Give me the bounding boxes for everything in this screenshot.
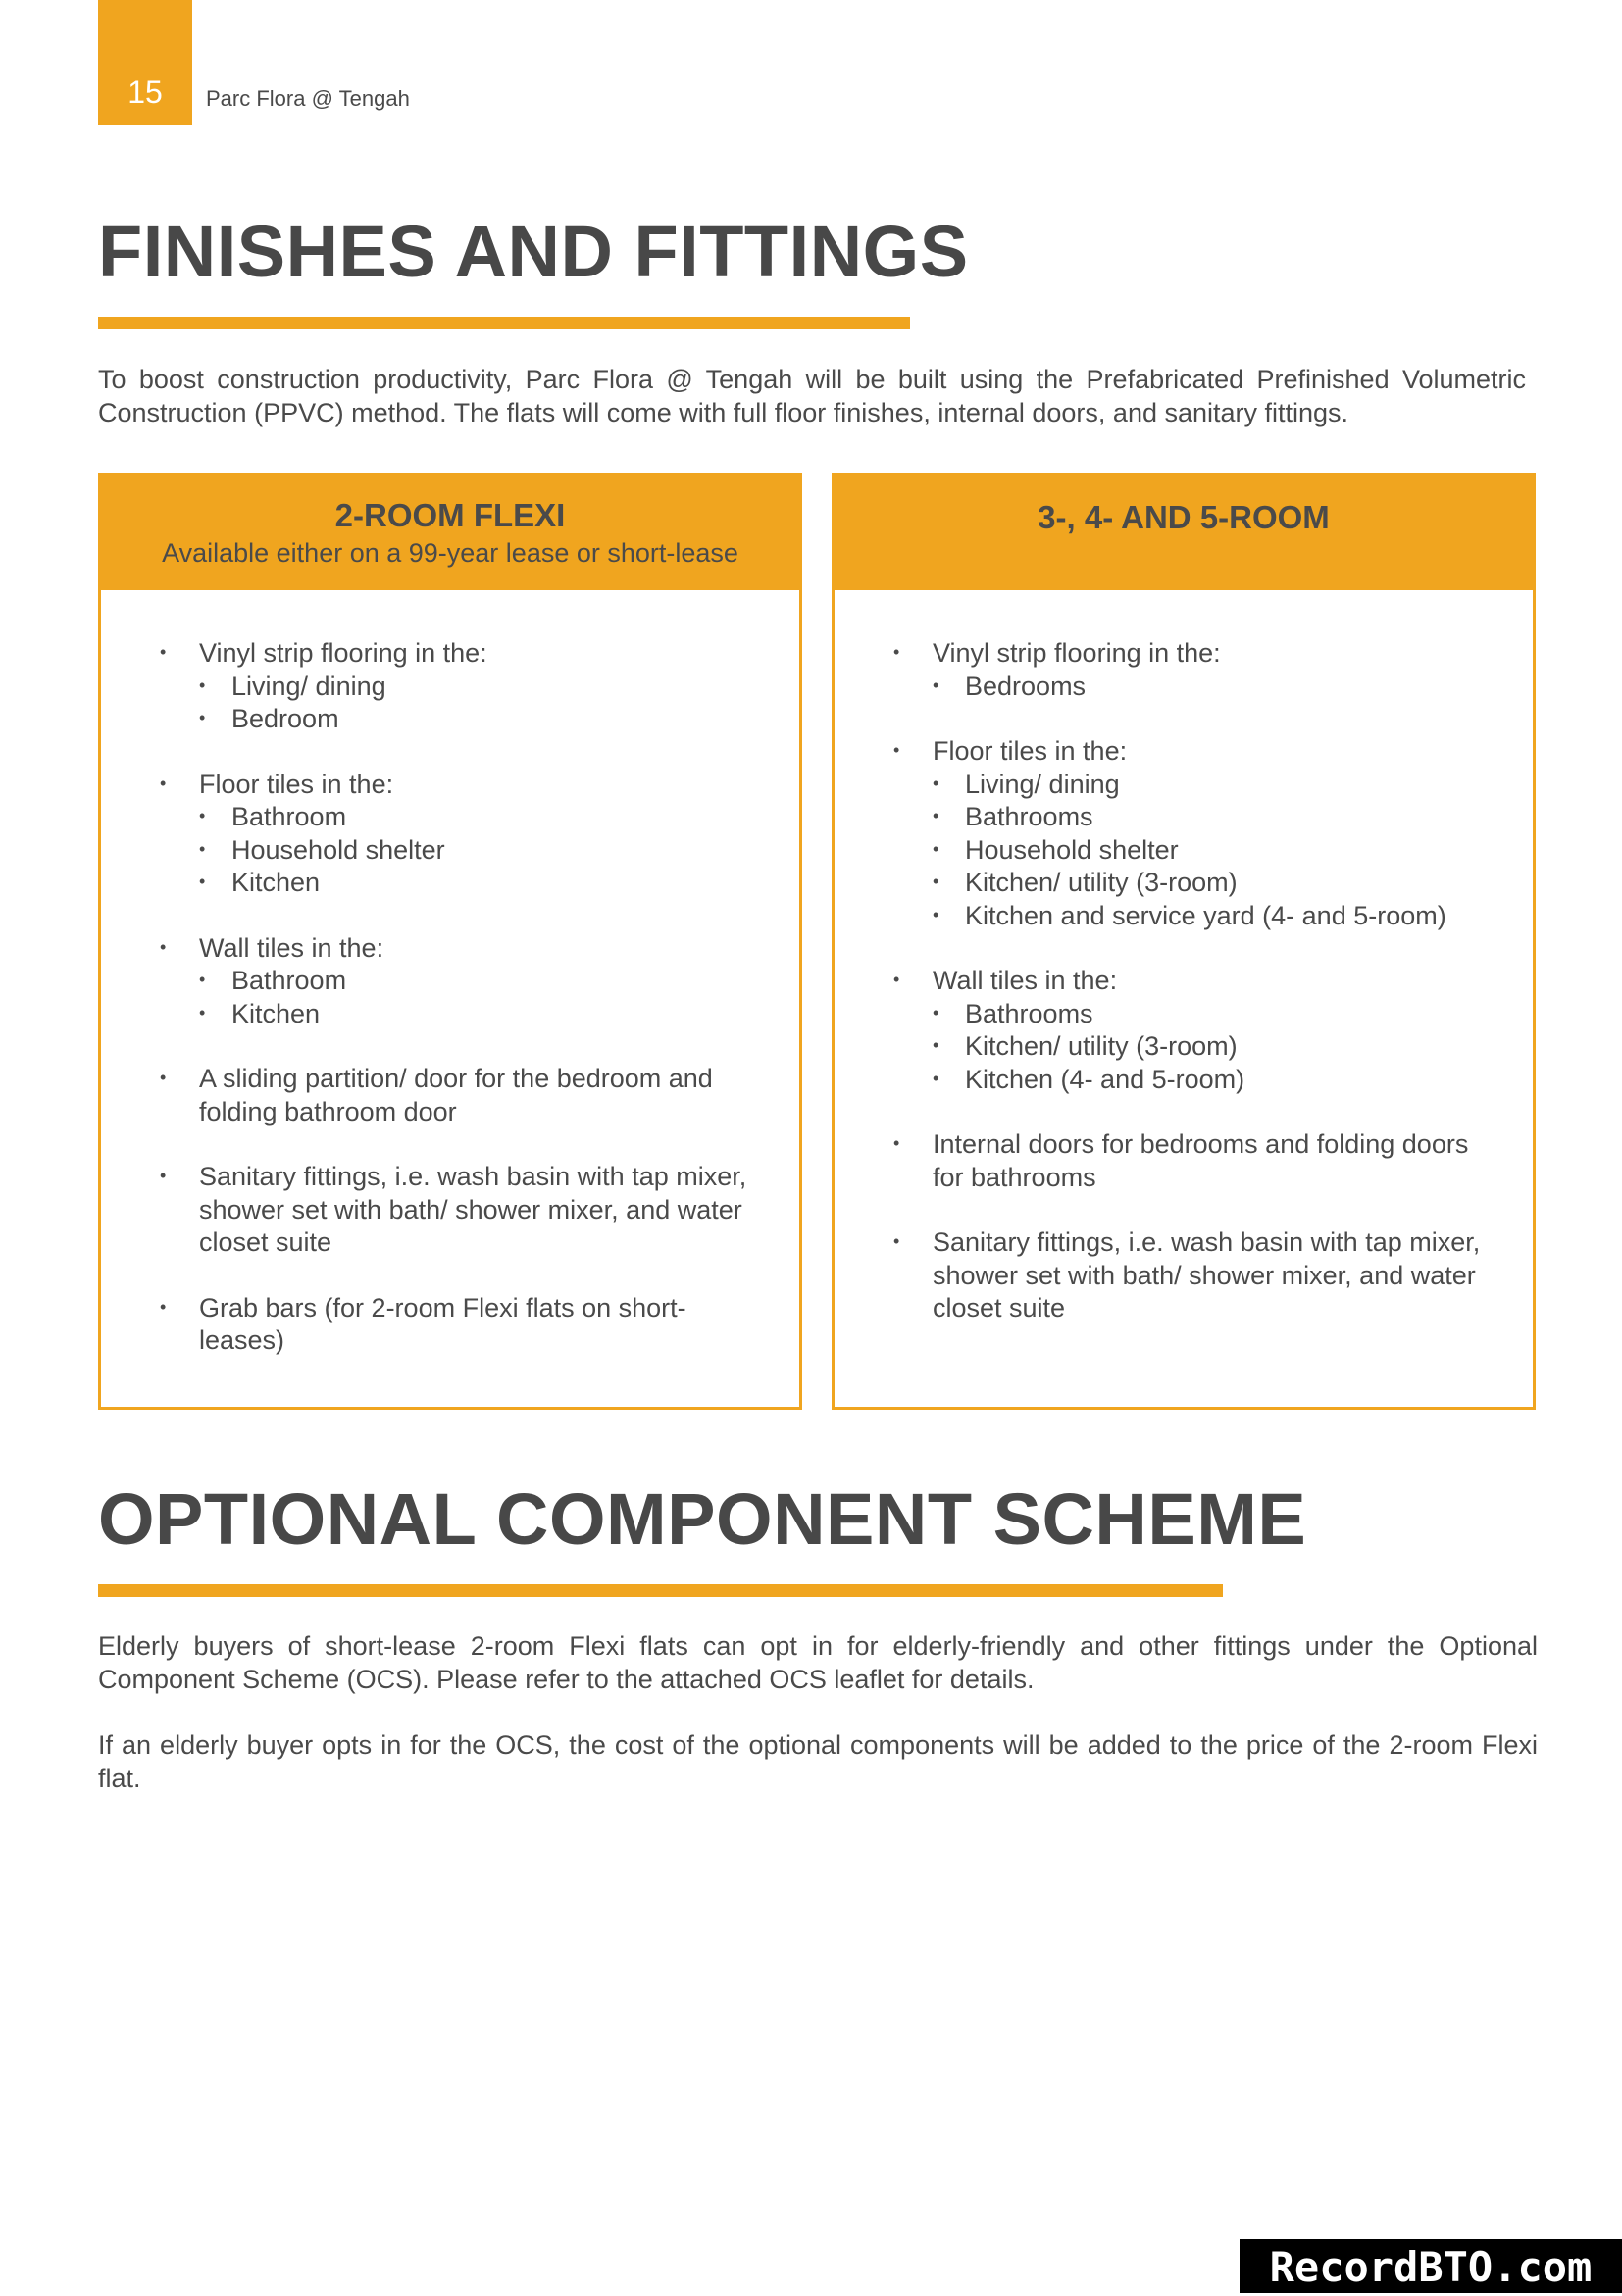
bullet-icon: • [933, 806, 939, 825]
bullet-icon: • [199, 872, 206, 891]
ocs-title: OPTIONAL COMPONENT SCHEME [98, 1478, 1307, 1560]
sub-list-item-text: Bathrooms [965, 802, 1093, 831]
bullet-icon: • [933, 674, 939, 695]
list-item [893, 965, 1503, 1096]
list-item [893, 637, 1503, 703]
finishes-title-underline [98, 317, 910, 329]
bullet-icon: • [199, 708, 206, 727]
sub-list-item [933, 834, 1503, 868]
page-number: 15 [127, 75, 163, 110]
box-subtitle: Available either on a 99-year lease or short-lease [162, 538, 738, 568]
bullet-icon: • [199, 674, 206, 695]
sub-list-item-text: Kitchen [231, 868, 321, 897]
sub-list-item-text: Bathroom [231, 966, 347, 995]
bullet-icon: • [160, 773, 167, 793]
box-title: 2-ROOM FLEXI [334, 497, 566, 533]
list-item-text: Floor tiles in the: [933, 736, 1128, 766]
box-header [835, 475, 1533, 590]
bullet-icon: • [933, 1002, 939, 1023]
list-item [160, 932, 770, 1031]
box-3-4-5-room [832, 473, 1536, 1410]
sub-list [933, 998, 1503, 1097]
bullet-icon: • [933, 1035, 939, 1055]
finishes-intro: To boost construction productivity, Parc Flora @ Tengah will be built using the Prefabricated Prefinished Volumetric Construction (PPVC) method. The flats will come with full floor finishes, internal doors, and sanitary fittings. [98, 365, 1526, 427]
sub-list-item [199, 801, 770, 834]
list-item [160, 1292, 770, 1358]
bullet-icon: • [893, 1231, 900, 1251]
bullet-icon: • [933, 773, 939, 793]
list-item [893, 1128, 1503, 1194]
watermark: RecordBTO.com [1240, 2239, 1622, 2293]
bullet-icon: • [199, 806, 206, 825]
bullet-icon: • [893, 1133, 900, 1153]
sub-list-item [199, 671, 770, 704]
sub-list-item-text: Kitchen [231, 998, 321, 1028]
sub-list-item [933, 1064, 1503, 1097]
sub-list-item [933, 671, 1503, 704]
bullet-icon: • [933, 904, 939, 924]
finishes-list [835, 590, 1533, 1325]
bullet-icon: • [160, 1296, 167, 1317]
sub-list-item-text: Kitchen/ utility (3-room) [965, 1031, 1238, 1061]
sub-list [933, 671, 1503, 704]
sub-list [199, 965, 770, 1030]
sub-list-item-text: Kitchen (4- and 5-room) [965, 1064, 1245, 1094]
sub-list-item [199, 965, 770, 998]
bullet-icon: • [199, 838, 206, 859]
bullet-icon: • [893, 642, 900, 662]
bullet-icon: • [160, 1068, 167, 1087]
finishes-title: FINISHES AND FITTINGS [98, 211, 969, 292]
ocs-paragraph-2: If an elderly buyer opts in for the OCS, the cost of the optional components will be added to the price of the 2-room Flexi flat. [98, 1730, 1538, 1793]
box-title: 3-, 4- AND 5-ROOM [1038, 499, 1330, 535]
bullet-icon: • [933, 872, 939, 891]
list-item-text: Sanitary fittings, i.e. wash basin with tap mixer, shower set with bath/ shower mixer, and water closet suite [933, 1227, 1481, 1323]
list-item-text: Vinyl strip flooring in the: [199, 638, 487, 668]
sub-list-item [933, 1030, 1503, 1064]
sub-list-item [933, 867, 1503, 900]
page-number-tab [98, 0, 192, 125]
running-header: Parc Flora @ Tengah [206, 86, 410, 111]
ocs-title-underline [98, 1584, 1223, 1597]
list-item-text: Floor tiles in the: [199, 769, 394, 799]
ocs-paragraph-1: Elderly buyers of short-lease 2-room Flexi flats can opt in for elderly-friendly and other fittings under the Optional Component Scheme (OCS). Please refer to the attached OCS leaflet for details. [98, 1631, 1538, 1694]
list-item [160, 1161, 770, 1260]
sub-list-item-text: Living/ dining [965, 769, 1120, 799]
list-item-text: A sliding partition/ door for the bedroom and folding bathroom door [199, 1064, 713, 1126]
list-item-text: Internal doors for bedrooms and folding doors for bathrooms [933, 1129, 1469, 1192]
bullet-icon: • [199, 1002, 206, 1023]
sub-list-item-text: Bedrooms [965, 671, 1087, 701]
sub-list-item-text: Bedroom [231, 704, 339, 733]
sub-list-item-text: Bathroom [231, 802, 347, 831]
list-item-text: Wall tiles in the: [199, 932, 384, 963]
box-2-room-flexi [98, 473, 802, 1410]
bullet-icon: • [893, 740, 900, 760]
list-item [160, 769, 770, 900]
list-item-text: Wall tiles in the: [933, 966, 1118, 995]
sub-list-item-text: Kitchen/ utility (3-room) [965, 868, 1238, 897]
sub-list-item [199, 867, 770, 900]
sub-list-item [199, 834, 770, 868]
bullet-icon: • [933, 1068, 939, 1088]
sub-list-item-text: Bathrooms [965, 998, 1093, 1028]
sub-list-item-text: Household shelter [231, 834, 445, 865]
list-item [893, 1226, 1503, 1325]
list-item [160, 637, 770, 736]
box-header [101, 475, 799, 590]
bullet-icon: • [160, 642, 167, 662]
list-item-text: Sanitary fittings, i.e. wash basin with tap mixer, shower set with bath/ shower mixer, and water closet suite [199, 1162, 747, 1257]
sub-list-item-text: Kitchen and service yard (4- and 5-room) [965, 900, 1446, 930]
bullet-icon: • [160, 1166, 167, 1185]
list-item-text: Vinyl strip flooring in the: [933, 638, 1221, 668]
bullet-icon: • [893, 970, 900, 989]
list-item [893, 735, 1503, 932]
sub-list-item-text: Household shelter [965, 834, 1179, 865]
list-item [160, 1063, 770, 1128]
sub-list [199, 801, 770, 900]
sub-list-item [933, 998, 1503, 1031]
list-item-text: Grab bars (for 2-room Flexi flats on short-leases) [199, 1292, 686, 1355]
sub-list-item-text: Living/ dining [231, 671, 386, 701]
sub-list [933, 769, 1503, 933]
sub-list-item [199, 998, 770, 1031]
sub-list-item [199, 703, 770, 736]
sub-list-item [933, 769, 1503, 802]
bullet-icon: • [933, 838, 939, 859]
bullet-icon: • [199, 970, 206, 989]
sub-list [199, 671, 770, 736]
sub-list-item [933, 900, 1503, 933]
sub-list-item [933, 801, 1503, 834]
finishes-list [101, 590, 799, 1358]
bullet-icon: • [160, 936, 167, 957]
